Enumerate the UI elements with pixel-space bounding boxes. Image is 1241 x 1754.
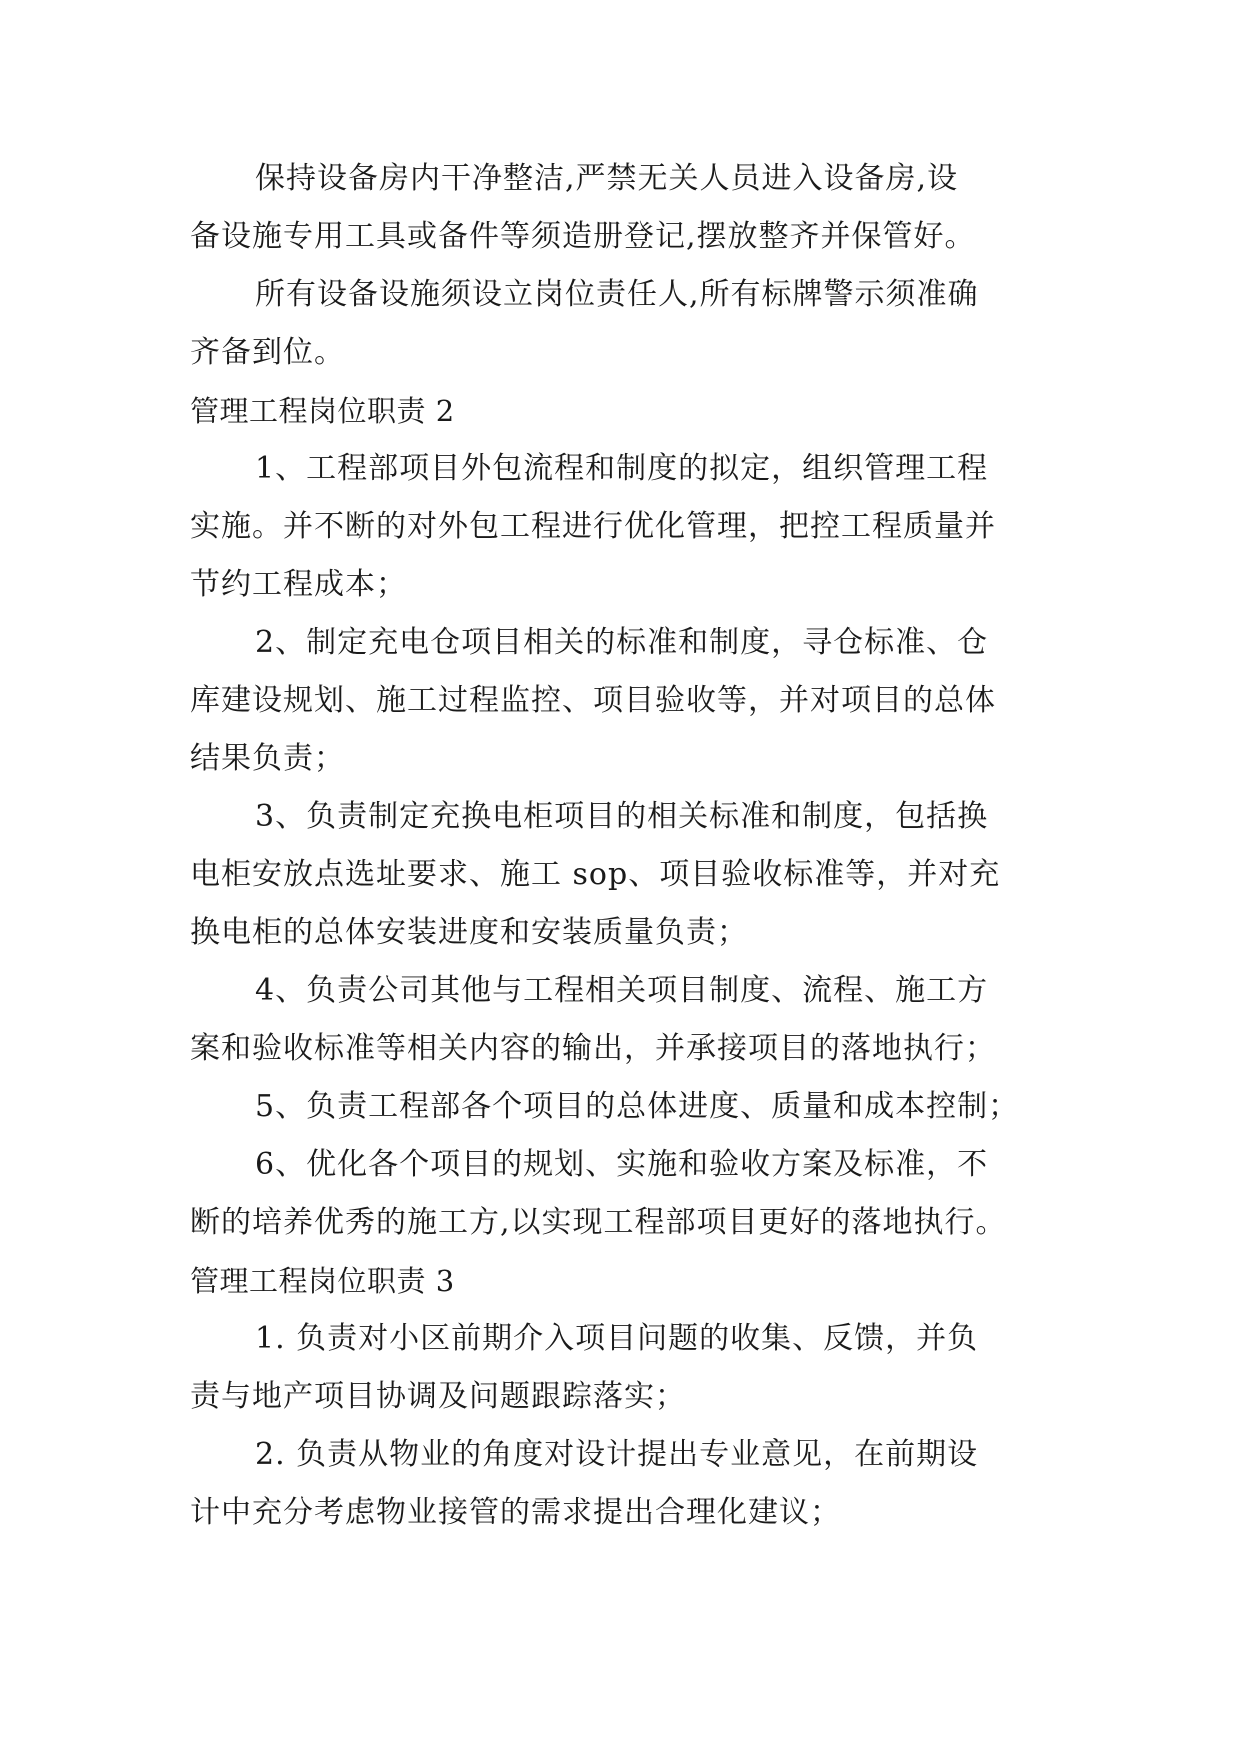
paragraph-line: 计中充分考虑物业接管的需求提出合理化建议；	[190, 1495, 841, 1530]
paragraph-line: 实施。并不断的对外包工程进行优化管理，把控工程质量并	[190, 509, 996, 544]
paragraph-line: 2、制定充电仓项目相关的标准和制度，寻仓标准、仓	[255, 625, 989, 660]
paragraph-line: 断的培养优秀的施工方,以实现工程部项目更好的落地执行。	[190, 1205, 1007, 1240]
paragraph	[190, 1426, 1060, 1542]
paragraph	[190, 440, 1060, 614]
paragraph	[190, 1078, 1060, 1136]
paragraph-line: 1、工程部项目外包流程和制度的拟定，组织管理工程	[255, 451, 989, 486]
paragraph-line: 2. 负责从物业的角度对设计提出专业意见，在前期设	[255, 1437, 979, 1472]
paragraph-line: 5、负责工程部各个项目的总体进度、质量和成本控制；	[255, 1089, 1020, 1124]
paragraph-line: 责与地产项目协调及问题跟踪落实；	[190, 1379, 686, 1414]
document-body	[190, 150, 1060, 1542]
paragraph	[190, 1136, 1060, 1252]
paragraph-line: 换电柜的总体安装进度和安装质量负责；	[190, 915, 748, 950]
section-heading: 管理工程岗位职责 3	[190, 1264, 455, 1298]
paragraph-line: 案和验收标准等相关内容的输出，并承接项目的落地执行；	[190, 1031, 996, 1066]
paragraph	[190, 962, 1060, 1078]
paragraph-line: 保持设备房内干净整洁,严禁无关人员进入设备房,设	[255, 161, 959, 196]
paragraph	[190, 266, 1060, 382]
paragraph-line: 备设施专用工具或备件等须造册登记,摆放整齐并保管好。	[190, 219, 976, 254]
paragraph-line: 库建设规划、施工过程监控、项目验收等，并对项目的总体	[190, 683, 996, 718]
paragraph-line: 结果负责；	[190, 741, 345, 776]
paragraph-line: 4、负责公司其他与工程相关项目制度、流程、施工方	[255, 973, 989, 1008]
paragraph-line: 电柜安放点选址要求、施工 sop、项目验收标准等，并对充	[190, 857, 1001, 892]
paragraph-line: 齐备到位。	[190, 335, 345, 370]
paragraph-line: 3、负责制定充换电柜项目的相关标准和制度，包括换	[255, 799, 989, 834]
section-heading: 管理工程岗位职责 2	[190, 394, 455, 428]
paragraph-line: 1. 负责对小区前期介入项目问题的收集、反馈，并负	[255, 1321, 979, 1356]
paragraph	[190, 788, 1060, 962]
paragraph-line: 节约工程成本；	[190, 567, 407, 602]
paragraph-line: 6、优化各个项目的规划、实施和验收方案及标准，不	[255, 1147, 989, 1182]
paragraph-line: 所有设备设施须设立岗位责任人,所有标牌警示须准确	[255, 277, 979, 312]
paragraph	[190, 614, 1060, 788]
paragraph	[190, 1310, 1060, 1426]
paragraph	[190, 150, 1060, 266]
